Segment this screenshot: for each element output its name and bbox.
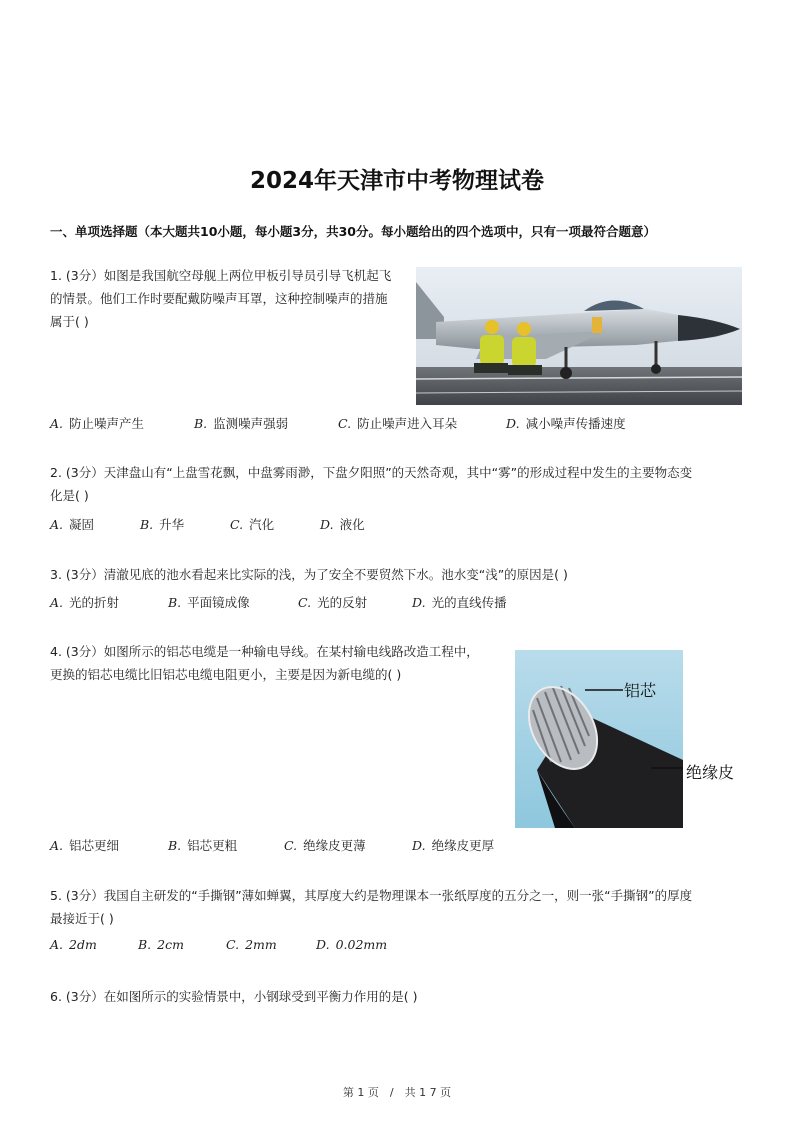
option-b[interactable]: B. 2cm (138, 937, 184, 952)
question-line: 更换的铝芯电缆比旧铝芯电缆电阻更小，主要是因为新电缆的( ) (50, 667, 402, 682)
question-2 (50, 461, 692, 507)
question-5 (50, 884, 692, 930)
option-a[interactable]: A. 防止噪声产生 (50, 416, 145, 431)
option-b[interactable]: B. 升华 (140, 517, 185, 532)
cable-illustration (515, 650, 683, 828)
option-c[interactable]: C. 绝缘皮更薄 (284, 838, 366, 853)
option-c[interactable]: C. 2mm (226, 937, 277, 952)
question-line: 4. (3分）如图所示的铝芯电缆是一种输电导线。在某村输电线路改造工程中， (50, 644, 479, 659)
option-a[interactable]: A. 铝芯更细 (50, 838, 120, 853)
question-line: 属于( ) (50, 314, 89, 329)
question-line: 5. (3分）我国自主研发的“手撕钢”薄如蝉翼，其厚度大约是物理课本一张纸厚度的五分之一，则一张“手撕钢”的厚度 (50, 888, 693, 903)
option-c[interactable]: C. 防止噪声进入耳朵 (338, 416, 458, 431)
option-d[interactable]: D. 绝缘皮更厚 (412, 838, 495, 853)
option-a[interactable]: A. 光的折射 (50, 595, 120, 610)
question-line: 3. (3分）清澈见底的池水看起来比实际的浅，为了安全不要贸然下水。池水变“浅”的原因是( ) (50, 567, 568, 582)
option-d[interactable]: D. 液化 (320, 517, 365, 532)
question-line: 1. (3分）如图是我国航空母舰上两位甲板引导员引导飞机起飞 (50, 268, 392, 283)
question-1 (50, 264, 391, 333)
option-a[interactable]: A. 2dm (50, 937, 97, 952)
option-b[interactable]: B. 平面镜成像 (168, 595, 250, 610)
question-3 (50, 563, 568, 586)
question-line: 2. (3分）天津盘山有“上盘雪花飘，中盘雾雨渺，下盘夕阳照”的天然奇观，其中“雾”的形成过程中发生的主要物态变 (50, 465, 693, 480)
aluminum-cable-photo (515, 650, 683, 828)
page-footer: 第 1 页 / 共 1 7 页 (342, 1086, 452, 1099)
page-title: 2024年天津市中考物理试卷 (249, 168, 544, 194)
option-c[interactable]: C. 汽化 (230, 517, 275, 532)
option-c[interactable]: C. 光的反射 (298, 595, 368, 610)
question-line: 6. (3分）在如图所示的实验情景中，小钢球受到平衡力作用的是( ) (50, 989, 418, 1004)
option-d[interactable]: D. 减小噪声传播速度 (506, 416, 626, 431)
question-line: 的情景。他们工作时要配戴防噪声耳罩，这种控制噪声的措施 (50, 291, 388, 306)
cable-core-label: 铝芯 (624, 681, 657, 700)
question-6 (50, 985, 417, 1008)
option-b[interactable]: B. 铝芯更粗 (168, 838, 238, 853)
question-line: 化是( ) (50, 488, 89, 503)
jet-launch-illustration (416, 267, 742, 405)
option-a[interactable]: A. 凝固 (50, 517, 95, 532)
option-d[interactable]: D. 0.02mm (316, 937, 388, 952)
question-line: 最接近于( ) (50, 911, 114, 926)
cable-insulation-label: 绝缘皮 (686, 763, 735, 782)
option-d[interactable]: D. 光的直线传播 (412, 595, 507, 610)
option-b[interactable]: B. 监测噪声强弱 (194, 416, 289, 431)
question-4 (50, 640, 479, 686)
section-heading: 一、单项选择题（本大题共10小题，每小题3分，共30分。每小题给出的四个选项中，只有一项最符合题意） (50, 224, 656, 239)
aircraft-carrier-photo (416, 267, 742, 405)
